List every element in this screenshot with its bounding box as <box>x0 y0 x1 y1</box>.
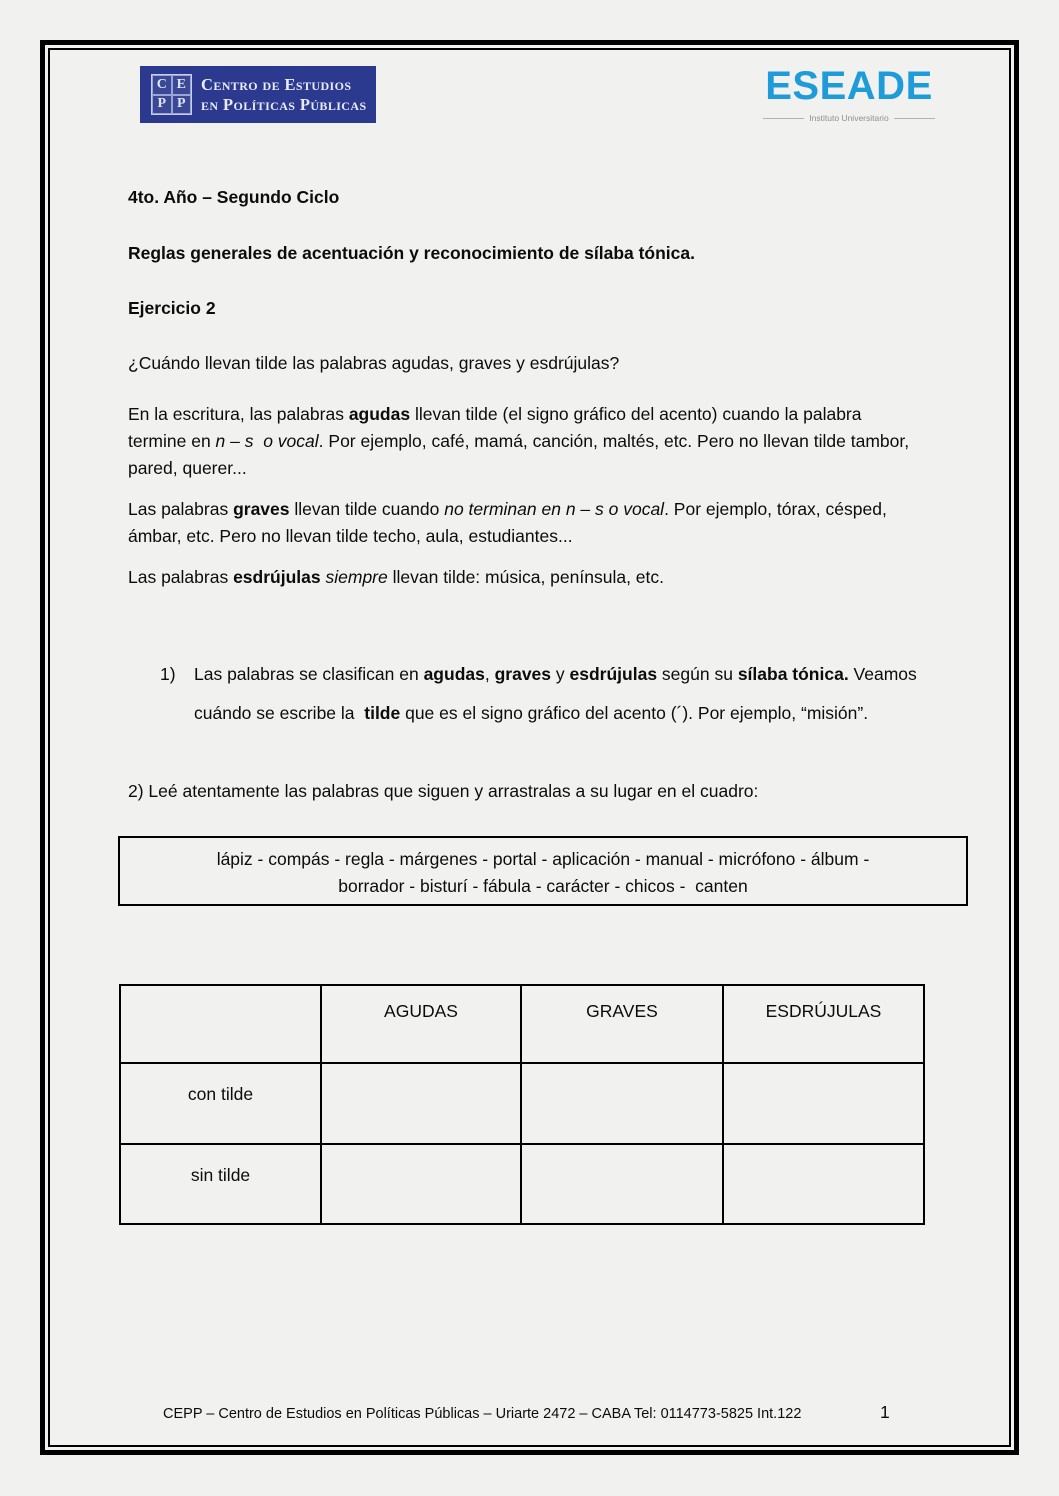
cell-sin-tilde-agudas[interactable] <box>321 1144 521 1224</box>
page-number: 1 <box>880 1402 890 1422</box>
list-item-2: 2) Leé atentamente las palabras que siguen y arrastralas a su lugar en el cuadro: <box>128 781 759 801</box>
cepp-grid-letter: E <box>172 75 192 95</box>
eseade-logo-subtitle: Instituto Universitario <box>809 113 889 123</box>
cepp-grid-letter: P <box>152 95 172 115</box>
table-header-agudas: AGUDAS <box>321 985 521 1063</box>
word-bank-line1: lápiz - compás - regla - márgenes - portal - aplicación - manual - micrófono - álbum - <box>216 849 870 869</box>
subtitle-rule-left <box>763 118 804 119</box>
eseade-logo-subtitle-row <box>763 113 935 123</box>
cepp-grid-icon <box>151 74 192 115</box>
cell-sin-tilde-esdrujulas[interactable] <box>723 1144 924 1224</box>
eseade-logo-name: ESEADE <box>765 64 933 108</box>
footer-text: CEPP – Centro de Estudios en Políticas Públicas – Uriarte 2472 – CABA Tel: 0114773-5825 Int.122 <box>163 1406 802 1422</box>
list-item-1-text: Las palabras se clasifican en agudas, graves y esdrújulas según su sílaba tónica. Veamos cuándo se escribe la tilde que es el signo gráfico del acento (´). Por ejemplo, “misión”. <box>194 664 917 723</box>
exercise-heading: Ejercicio 2 <box>128 298 216 318</box>
cell-con-tilde-esdrujulas[interactable] <box>723 1063 924 1144</box>
table-header-graves: GRAVES <box>521 985 723 1063</box>
row-label-con-tilde: con tilde <box>120 1063 321 1144</box>
word-bank-line2: borrador - bisturí - fábula - carácter - chicos - canten <box>338 875 748 896</box>
subtitle-rule-right <box>894 118 935 119</box>
list-item-1-marker: 1) <box>160 664 176 684</box>
eseade-logo <box>763 66 935 123</box>
cepp-logo-text <box>201 75 367 115</box>
table-header-esdrujulas: ESDRÚJULAS <box>723 985 924 1063</box>
word-bank-box[interactable] <box>118 836 968 906</box>
cell-con-tilde-agudas[interactable] <box>321 1063 521 1144</box>
cepp-logo-line2: en Políticas Públicas <box>201 94 367 114</box>
course-heading: 4to. Año – Segundo Ciclo <box>128 187 340 207</box>
cepp-logo-line1: Centro de Estudios <box>201 74 352 94</box>
question-line: ¿Cuándo llevan tilde las palabras agudas, graves y esdrújulas? <box>128 353 620 373</box>
paragraph-esdrujulas: Las palabras esdrújulas siempre llevan tilde: música, península, etc. <box>128 567 665 587</box>
worksheet-title: Reglas generales de acentuación y reconocimiento de sílaba tónica. <box>128 243 695 263</box>
classification-table <box>119 984 925 1225</box>
cell-con-tilde-graves[interactable] <box>521 1063 723 1144</box>
paragraph-graves: Las palabras graves llevan tilde cuando no terminan en n – s o vocal. Por ejemplo, tórax, césped, ámbar, etc. Pero no llevan tilde techo, aula, estudiantes... <box>128 499 887 546</box>
cell-sin-tilde-graves[interactable] <box>521 1144 723 1224</box>
table-header-empty <box>120 985 321 1063</box>
paragraph-agudas: En la escritura, las palabras agudas llevan tilde (el signo gráfico del acento) cuando la palabra termine en n – s o vocal. Por ejemplo, café, mamá, canción, maltés, etc. Pero no llevan tilde tambor, pared, querer... <box>128 404 910 478</box>
cepp-grid-letter: P <box>172 95 192 115</box>
list-item-1 <box>160 655 938 733</box>
row-label-sin-tilde: sin tilde <box>120 1144 321 1224</box>
cepp-logo <box>140 66 376 123</box>
cepp-grid-letter: C <box>152 75 172 95</box>
